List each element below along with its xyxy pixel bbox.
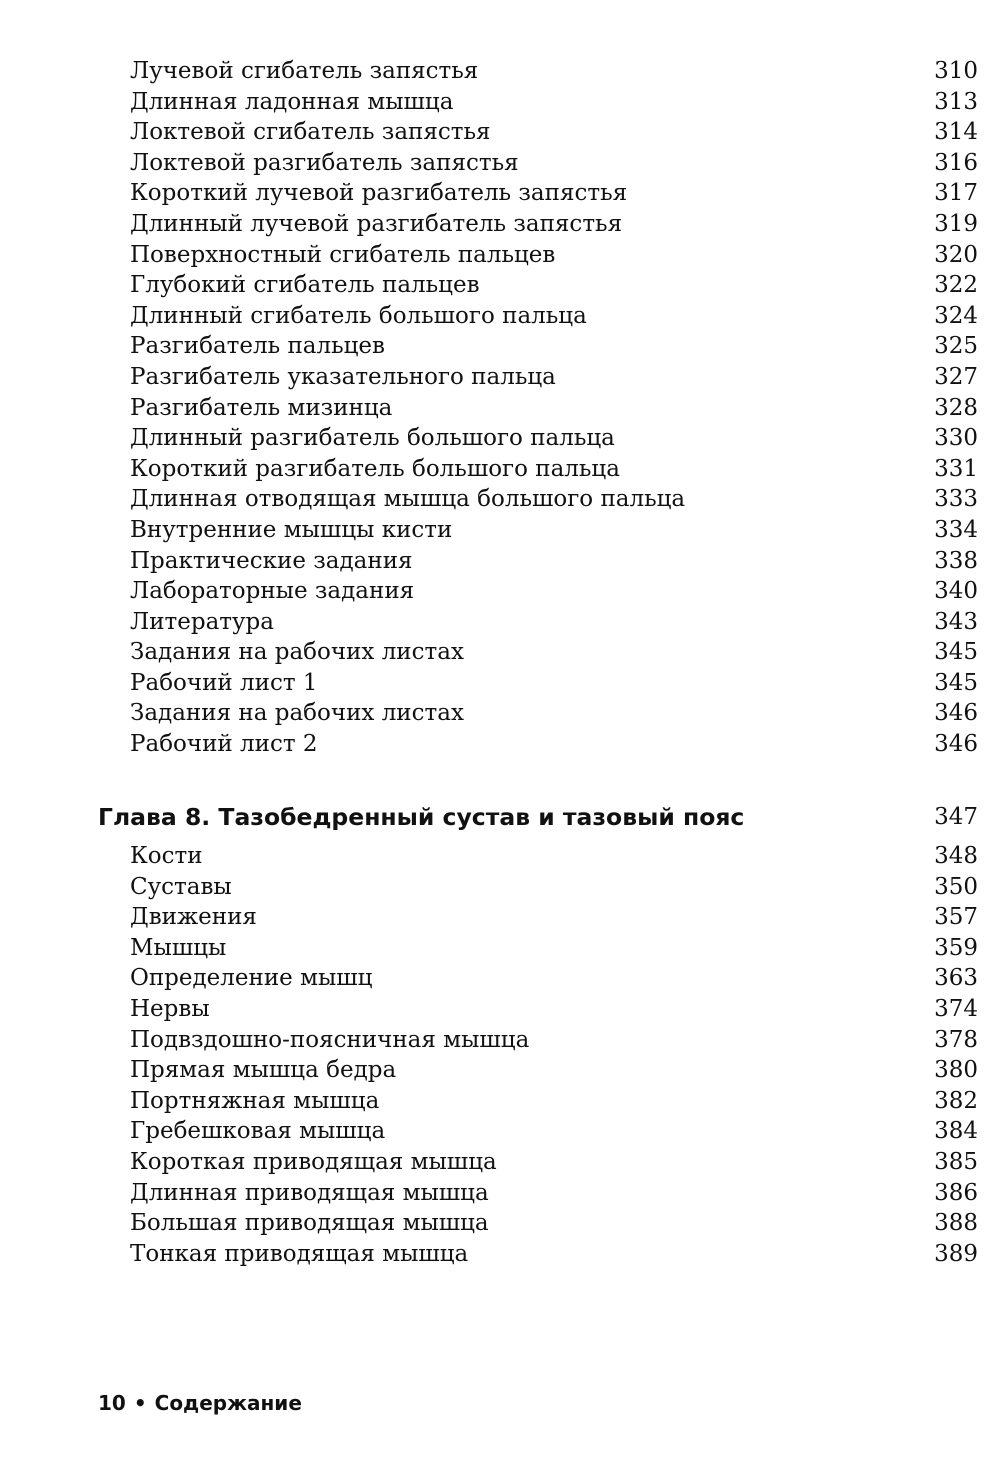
toc-entry-title: Суставы: [130, 873, 232, 900]
toc-entry-page-number: 319: [934, 210, 978, 237]
chapter-title: Глава 8. Тазобедренный сустав и тазовый пояс: [98, 803, 745, 831]
toc-entry: [0, 301, 1000, 332]
toc-entry-page-number: 345: [934, 639, 978, 666]
toc-entry-title: Локтевой сгибатель запястья: [130, 119, 491, 146]
toc-entry-title: Внутренние мышцы кисти: [130, 516, 453, 543]
toc-entry-page-number: 389: [934, 1240, 978, 1267]
toc-entry: [0, 872, 1000, 903]
toc-entry-title: Кости: [130, 843, 203, 869]
toc-entry: [0, 729, 1000, 760]
toc-entry-title: Длинный лучевой разгибатель запястья: [130, 210, 623, 237]
toc-entry-title: Разгибатель мизинца: [130, 394, 393, 421]
toc-entry: [0, 1055, 1000, 1086]
page-footer: [98, 1386, 302, 1420]
toc-entry: [0, 423, 1000, 454]
toc-entry: [0, 209, 1000, 240]
toc-entry: [0, 117, 1000, 148]
toc-entry-page-number: 350: [934, 873, 978, 900]
toc-entry-title: Подвздошно-поясничная мышца: [130, 1026, 530, 1053]
toc-entry-page-number: 382: [934, 1087, 978, 1114]
toc-section-continued: [0, 56, 1000, 760]
toc-entry-title: Большая приводящая мышца: [130, 1210, 489, 1237]
toc-entry-page-number: 374: [934, 995, 978, 1022]
toc-entry-page-number: 357: [934, 904, 978, 931]
toc-entry-page-number: 384: [934, 1118, 978, 1145]
toc-entry-page-number: 363: [934, 965, 978, 992]
toc-entry: [0, 270, 1000, 301]
toc-entry-title: Нервы: [130, 995, 210, 1022]
toc-entry-page-number: 346: [934, 700, 978, 727]
toc-entry: [0, 87, 1000, 118]
toc-entry-title: Разгибатель указательного пальца: [130, 363, 556, 390]
toc-entry-title: Рабочий лист 2: [130, 731, 318, 758]
toc-entry-title: Задания на рабочих листах: [130, 700, 464, 727]
toc-entry: [0, 576, 1000, 607]
toc-entry-page-number: 325: [934, 333, 978, 360]
toc-entry-title: Длинный разгибатель большого пальца: [130, 425, 615, 452]
toc-entry: [0, 1239, 1000, 1270]
toc-entry: [0, 698, 1000, 729]
toc-section-chapter-8: [0, 841, 1000, 1269]
toc-entry-title: Лучевой сгибатель запястья: [130, 58, 479, 84]
toc-entry: [0, 1086, 1000, 1117]
toc-entry: [0, 1208, 1000, 1239]
toc-entry-page-number: 343: [934, 608, 978, 635]
toc-entry-page-number: 345: [934, 669, 978, 696]
toc-entry-page-number: 333: [934, 486, 978, 513]
chapter-heading: [0, 799, 1000, 835]
toc-entry: [0, 484, 1000, 515]
toc-entry-title: Поверхностный сгибатель пальцев: [130, 241, 556, 268]
toc-entry-title: Лабораторные задания: [130, 578, 415, 605]
toc-entry-page-number: 324: [934, 302, 978, 329]
toc-entry-page-number: 378: [934, 1026, 978, 1053]
toc-entry-title: Разгибатель пальцев: [130, 333, 385, 360]
toc-entry-page-number: 316: [934, 149, 978, 176]
toc-entry-page-number: 328: [934, 394, 978, 421]
toc-entry-page-number: 322: [934, 272, 978, 299]
toc-entry: [0, 841, 1000, 872]
toc-entry-title: Прямая мышца бедра: [130, 1057, 397, 1084]
toc-entry-page-number: 310: [934, 58, 978, 84]
toc-entry-title: Практические задания: [130, 547, 413, 574]
toc-entry: [0, 546, 1000, 577]
toc-entry: [0, 240, 1000, 271]
toc-entry-title: Рабочий лист 1: [130, 669, 318, 696]
toc-entry: [0, 963, 1000, 994]
toc-entry-page-number: 380: [934, 1057, 978, 1084]
toc-entry: [0, 1147, 1000, 1178]
toc-entry: [0, 637, 1000, 668]
footer-bullet: •: [133, 1391, 147, 1415]
toc-entry-page-number: 340: [934, 578, 978, 605]
toc-entry: [0, 56, 1000, 87]
footer-section-title: Содержание: [154, 1391, 302, 1415]
toc-entry-title: Длинная ладонная мышца: [130, 88, 454, 115]
toc-entry-page-number: 385: [934, 1148, 978, 1175]
toc-entry: [0, 994, 1000, 1025]
toc-entry-page-number: 317: [934, 180, 978, 207]
toc-entry-page-number: 334: [934, 516, 978, 543]
toc-entry-page-number: 348: [934, 843, 978, 869]
toc-entry-title: Определение мышц: [130, 965, 373, 992]
toc-entry-page-number: 320: [934, 241, 978, 268]
toc-entry-title: Задания на рабочих листах: [130, 639, 464, 666]
toc-entry-page-number: 359: [934, 934, 978, 961]
toc-entry: [0, 933, 1000, 964]
footer-page-number: 10: [98, 1391, 126, 1415]
toc-entry-page-number: 338: [934, 547, 978, 574]
toc-entry-title: Движения: [130, 904, 257, 931]
toc-entry-title: Локтевой разгибатель запястья: [130, 149, 519, 176]
toc-entry-title: Короткий разгибатель большого пальца: [130, 455, 620, 482]
toc-entry: [0, 331, 1000, 362]
toc-entry: [0, 607, 1000, 638]
toc-entry-page-number: 313: [934, 88, 978, 115]
toc-entry: [0, 515, 1000, 546]
chapter-page-number: 347: [934, 804, 978, 830]
toc-entry-title: Литература: [130, 608, 274, 635]
toc-entry-page-number: 330: [934, 425, 978, 452]
toc-entry-title: Короткая приводящая мышца: [130, 1148, 497, 1175]
toc-entry-page-number: 327: [934, 363, 978, 390]
toc-entry-title: Длинная отводящая мышца большого пальца: [130, 486, 686, 513]
toc-entry-title: Длинная приводящая мышца: [130, 1179, 489, 1206]
toc-entry-page-number: 388: [934, 1210, 978, 1237]
toc-entry-title: Портняжная мышца: [130, 1087, 380, 1114]
toc-entry-title: Короткий лучевой разгибатель запястья: [130, 180, 628, 207]
toc-entry: [0, 178, 1000, 209]
toc-entry: [0, 1178, 1000, 1209]
toc-entry-page-number: 331: [934, 455, 978, 482]
toc-entry-title: Тонкая приводящая мышца: [130, 1240, 469, 1267]
toc-entry: [0, 902, 1000, 933]
toc-entry: [0, 362, 1000, 393]
toc-entry-page-number: 346: [934, 731, 978, 758]
toc-entry: [0, 454, 1000, 485]
toc-entry-title: Глубокий сгибатель пальцев: [130, 272, 480, 299]
toc-entry-title: Мышцы: [130, 934, 227, 961]
toc-entry: [0, 393, 1000, 424]
toc-entry-title: Длинный сгибатель большого пальца: [130, 302, 587, 329]
toc-entry: [0, 1116, 1000, 1147]
toc-entry-page-number: 386: [934, 1179, 978, 1206]
toc-entry-title: Гребешковая мышца: [130, 1118, 386, 1145]
toc-entry: [0, 148, 1000, 179]
toc-entry: [0, 668, 1000, 699]
toc-entry: [0, 1025, 1000, 1056]
toc-entry-page-number: 314: [934, 119, 978, 146]
